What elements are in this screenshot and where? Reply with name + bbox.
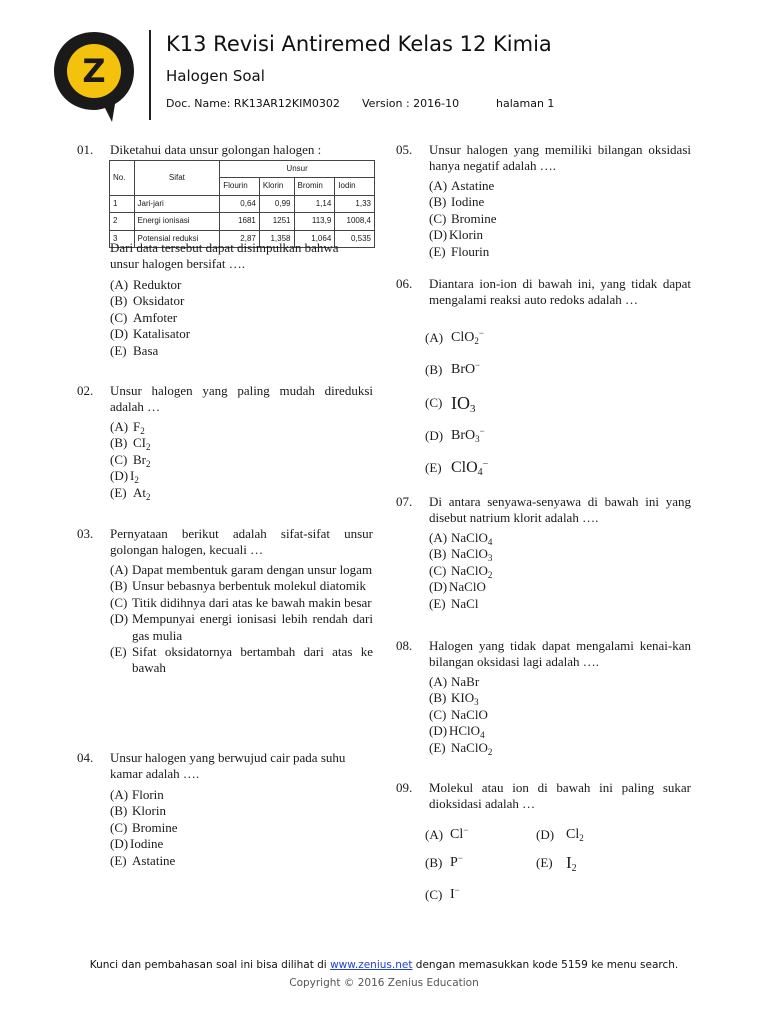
question-number: 02. <box>77 383 94 398</box>
table-cell: Jari-jari <box>134 195 220 212</box>
answer-option[interactable]: (C) $IO_3$ <box>425 393 476 415</box>
answer-option[interactable]: (C) Titik didihnya dari atas ke bawah makin besar <box>110 594 372 610</box>
answer-option[interactable]: (A) Florin <box>110 787 164 802</box>
answer-option[interactable]: (D) $I_2$ <box>110 468 139 486</box>
answer-option[interactable]: (D) Mempunyai energi ionisasi lebih rendah dari gas mulia <box>110 611 373 643</box>
table-cell: 1,14 <box>294 195 335 212</box>
question-number: 01. <box>77 142 94 157</box>
answer-option[interactable]: (D) Iodine <box>110 836 164 852</box>
answer-option[interactable]: (D) Katalisator <box>110 326 191 342</box>
table-cell: 113,9 <box>294 213 335 230</box>
question-number: 06. <box>396 276 413 291</box>
answer-option[interactable]: (E) $I_2$ <box>536 853 577 874</box>
question-06 <box>396 276 691 481</box>
table-cell: Potensial reduksi <box>134 230 220 247</box>
header-divider <box>149 30 151 120</box>
footer-text-before: Kunci dan pembahasan soal ini bisa dilihat di <box>89 959 327 971</box>
answer-options <box>429 674 691 756</box>
table-row <box>110 213 375 230</box>
table-cell: 2,87 <box>220 230 260 247</box>
answer-option[interactable]: (B) NaClO$_3$ <box>429 546 493 564</box>
answer-option[interactable]: (C) I− <box>425 885 460 902</box>
answer-option[interactable]: (A) $F_2$ <box>110 419 145 436</box>
table-cell: 1,358 <box>259 230 294 247</box>
table-cell: 1251 <box>259 213 294 230</box>
question-05 <box>396 142 691 262</box>
answer-options <box>110 419 373 501</box>
answer-option[interactable]: (E) Astatine <box>110 852 176 868</box>
table-header-bromin: Bromin <box>294 178 335 195</box>
question-02 <box>77 383 373 503</box>
answer-option[interactable]: (B) Klorin <box>110 803 166 819</box>
question-stem: Unsur halogen yang memiliki bilangan oksidasi hanya negatif adalah …. <box>429 142 691 174</box>
page-number: halaman 1 <box>496 97 555 110</box>
table-cell: 1,064 <box>294 230 335 247</box>
answer-option[interactable]: (B) Unsur bebasnya berbentuk molekul diatomik <box>110 578 366 594</box>
footer-note <box>0 959 768 971</box>
answer-options <box>110 562 373 677</box>
table-header-flourin: Flourin <box>220 178 260 195</box>
answer-option[interactable]: (E) $At_2$ <box>110 484 151 502</box>
table-cell: 2 <box>110 213 135 230</box>
answer-option[interactable]: (C) NaClO$_2$ <box>429 562 493 580</box>
question-09 <box>396 780 691 910</box>
answer-option[interactable]: (A) Reduktor <box>110 277 182 292</box>
answer-option[interactable]: (E) Basa <box>110 342 159 358</box>
table-cell: 0,535 <box>335 230 375 247</box>
answer-option[interactable]: (D) NaClO <box>429 579 486 595</box>
table-cell: 0,64 <box>220 195 260 212</box>
answer-option[interactable]: (E) ClO$_4$− <box>425 459 489 478</box>
page-title: K13 Revisi Antiremed Kelas 12 Kimia <box>166 32 552 56</box>
question-stem: Di antara senyawa-senyawa di bawah ini yang disebut natrium klorit adalah …. <box>429 494 691 526</box>
answer-option[interactable]: (A) Astatine <box>429 178 495 193</box>
halogen-data-table <box>109 160 375 248</box>
page-subtitle: Halogen Soal <box>166 67 265 85</box>
table-cell: 1008,4 <box>335 213 375 230</box>
question-number: 05. <box>396 142 413 157</box>
question-01 <box>77 142 373 362</box>
question-stem: Halogen yang tidak dapat mengalami kenai-kan bilangan oksidasi lagi adalah …. <box>429 638 691 670</box>
doc-version: Version : 2016-10 <box>362 97 460 110</box>
table-header-unsur: Unsur <box>220 161 375 178</box>
answer-option[interactable]: (B) $CI_2$ <box>110 435 151 453</box>
table-cell: Energi ionisasi <box>134 213 220 230</box>
table-cell: 1,33 <box>335 195 375 212</box>
question-stem: Unsur halogen yang berwujud cair pada suhu kamar adalah …. <box>110 750 346 782</box>
question-number: 07. <box>396 494 413 509</box>
answer-option[interactable]: (A) NaBr <box>429 674 480 689</box>
footer-text-after: dengan memasukkan kode 5159 ke menu search. <box>415 959 679 971</box>
table-cell: 0,99 <box>259 195 294 212</box>
answer-options <box>429 530 691 612</box>
answer-options <box>110 787 373 869</box>
answer-option[interactable]: (A) ClO$_2$− <box>425 328 484 346</box>
question-07 <box>396 494 691 614</box>
question-number: 04. <box>77 750 94 765</box>
table-header-iodin: Iodin <box>335 178 375 195</box>
zenius-logo-icon <box>52 30 136 124</box>
question-stem: Pernyataan berikut adalah sifat-sifat unsur golongan halogen, kecuali … <box>110 526 373 558</box>
answer-option[interactable]: (E) Sifat oksidatornya bertambah dari atas ke bawah <box>110 644 373 676</box>
answer-option[interactable]: (C) $Br_2$ <box>110 451 151 469</box>
answer-option[interactable]: (B) BrO− <box>425 360 481 377</box>
answer-option[interactable]: (B) Oksidator <box>110 293 185 309</box>
question-stem: Diketahui data unsur golongan halogen : <box>110 142 322 157</box>
answer-option[interactable]: (E) NaCl <box>429 595 479 611</box>
answer-options <box>429 178 691 260</box>
doc-name: Doc. Name: RK13AR12KIM0302 <box>166 97 340 110</box>
answer-option[interactable]: (E) NaClO$_2$ <box>429 739 493 757</box>
zenius-link[interactable]: www.zenius.net <box>330 959 413 971</box>
question-number: 03. <box>77 526 94 541</box>
answer-option[interactable]: (C) NaClO <box>429 706 488 722</box>
copyright: Copyright © 2016 Zenius Education <box>289 977 479 989</box>
question-08 <box>396 638 691 758</box>
answer-option[interactable]: (C) Bromine <box>110 819 178 835</box>
answer-option[interactable]: (B) Iodine <box>429 194 485 210</box>
question-03 <box>77 526 373 732</box>
answer-option[interactable]: (C) Bromine <box>429 210 497 226</box>
question-stem: Diantara ion-ion di bawah ini, yang tidak dapat mengalami reaksi auto redoks adalah … <box>429 276 691 308</box>
table-cell: 3 <box>110 230 135 247</box>
table-header-klorin: Klorin <box>259 178 294 195</box>
answer-option[interactable]: (B) P− <box>425 853 463 870</box>
answer-option[interactable]: (E) Flourin <box>429 243 490 259</box>
table-header-sifat: Sifat <box>134 161 220 196</box>
answer-option[interactable]: (D) $Cl_2$ <box>536 827 584 843</box>
answer-option[interactable]: (D) Klorin <box>429 227 483 243</box>
question-04 <box>77 750 373 870</box>
logo-letter: Z <box>82 52 106 90</box>
answer-option[interactable]: (B) $KIO_3$ <box>429 690 479 708</box>
question-number: 08. <box>396 638 413 653</box>
question-number: 09. <box>396 780 413 795</box>
question-stem: Molekul atau ion di bawah ini paling sukar dioksidasi adalah … <box>429 780 691 812</box>
answer-option[interactable]: (A) NaClO$_4$ <box>429 530 493 547</box>
table-cell: 1681 <box>220 213 260 230</box>
question-stem: Unsur halogen yang paling mudah direduksi adalah … <box>110 383 373 415</box>
question-stem-continued: Dari data tersebut dapat disimpulkan bahwa unsur halogen bersifat …. <box>110 240 339 272</box>
answer-option[interactable]: (A) Dapat membentuk garam dengan unsur logam <box>110 562 373 577</box>
table-cell: 1 <box>110 195 135 212</box>
answer-option[interactable]: (C) Amfoter <box>110 309 178 325</box>
answer-option[interactable]: (D) BrO$_3$− <box>425 426 485 444</box>
answer-option[interactable]: (A) Cl− <box>425 825 469 842</box>
answer-options <box>110 277 373 359</box>
table-row <box>110 195 375 212</box>
table-header-no: No. <box>110 161 135 196</box>
answer-option[interactable]: (D) HClO$_4$ <box>429 723 485 741</box>
